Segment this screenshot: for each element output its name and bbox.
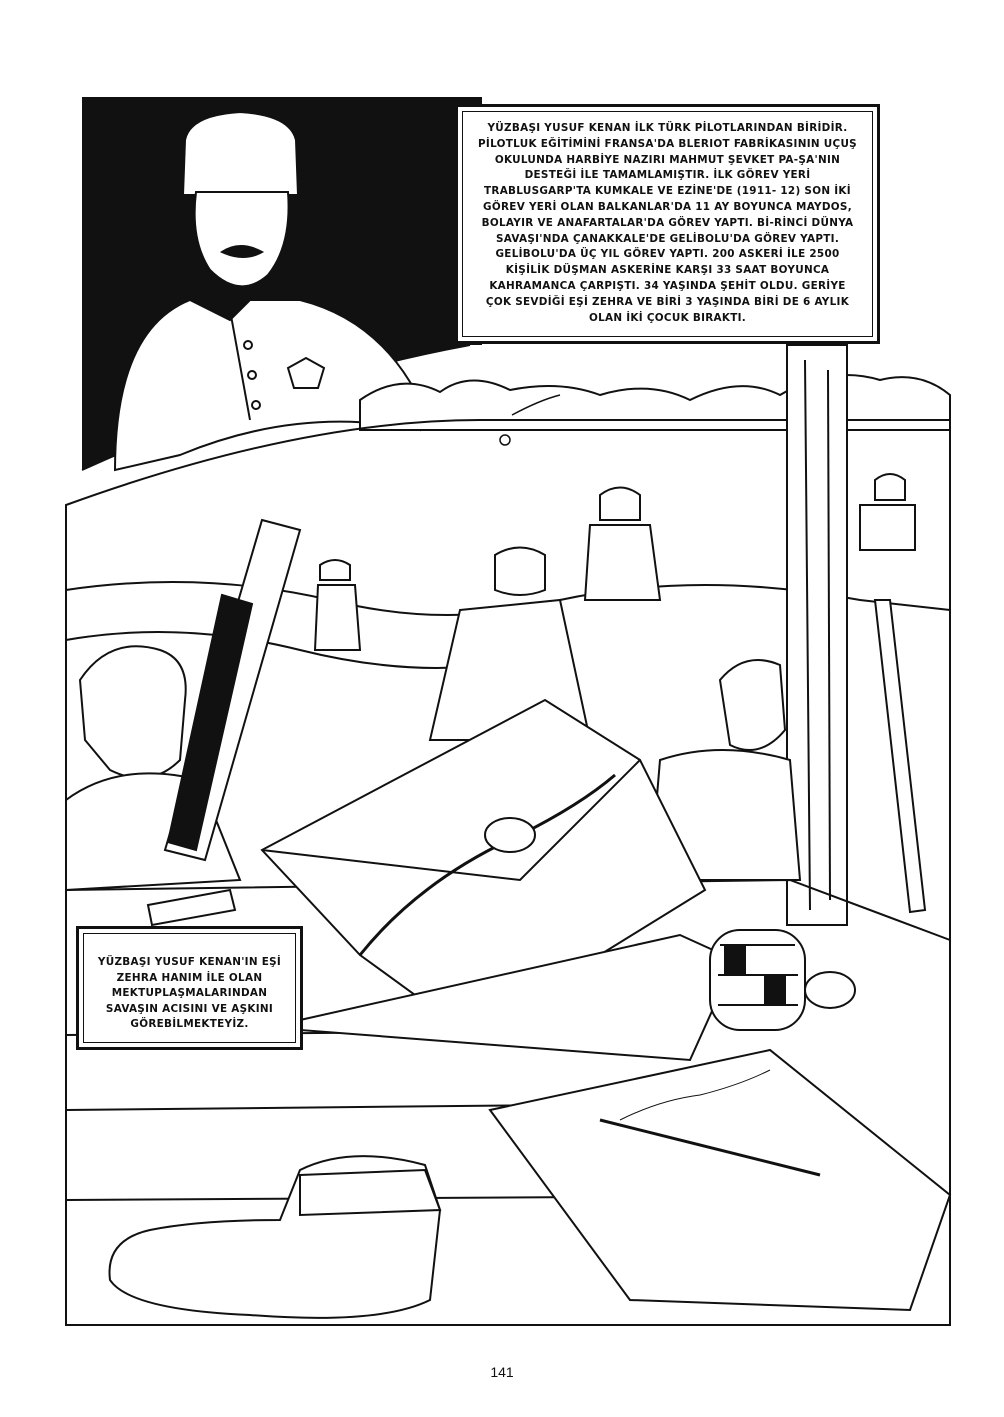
shell xyxy=(500,435,510,445)
caption-text-bottom: YÜZBAŞI YUSUF KENAN'IN EŞİ ZEHRA HANIM İLE OLAN MEKTUPLAŞMALARINDAN SAVAŞIN ACISINI VE AŞKINI GÖREBİLMEKTEYİZ. xyxy=(97,956,282,1030)
caption-box-top xyxy=(455,104,880,344)
caption-box-bottom xyxy=(76,926,303,1050)
caption-text-top: YÜZBAŞI YUSUF KENAN İLK TÜRK PİLOTLARINDAN BİRİDİR. PİLOTLUK EĞİTİMİNİ FRANSA'DA BLERIOT FABRİKASININ UÇUŞ OKULUNDA HARBİYE NAZIRI MAHMUT ŞEVKET PA-ŞA'NIN DESTEĞİ İLE TAMAMLAMIŞTIR. İLK GÖREV YERİ TRABLUSGARP'TA KUMKALE VE EZİNE'DE (1911- 12) SON İKİ GÖREV YERİ OLAN BALKANLAR'DA 11 AY BOYUNCA MAYDOS, BOLAYIR VE ANAFARTALAR'DA GÖREV YAPTI. Bİ-RİNCİ DÜNYA SAVAŞI'NDA ÇANAKKALE'DE GELİBOLU'DA GÖREV YAPTI. GELİBOLU'DA ÜÇ YIL GÖREV YAPTI. 200 ASKERİ İLE 2500 KİŞİLİK DÜŞMAN ASKERİNE KARŞI 33 SAAT BOYUNCA KAHRAMANCA ÇARPIŞTI. 34 YAŞINDA ŞEHİT OLDU. GERİYE ÇOK SEVDİĞİ EŞİ ZEHRA VE BİRİ 3 YAŞINDA BİRİ DE 6 AYLIK OLAN İKİ ÇOCUK BIRAKTI. xyxy=(478,122,857,324)
page-number: 141 xyxy=(490,1364,514,1380)
